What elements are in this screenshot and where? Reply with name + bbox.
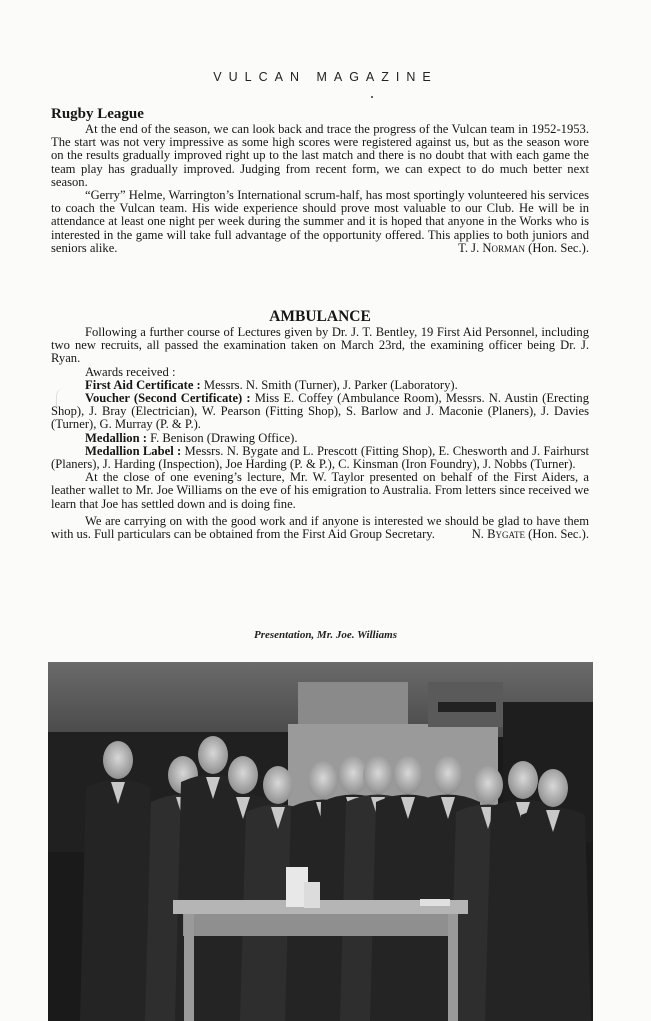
person-head: [393, 756, 423, 794]
rugby-signature-role: (Hon. Sec.).: [528, 241, 589, 256]
table-apron: [183, 914, 458, 936]
ambulance-paragraph-presentation: At the close of one evening’s lecture, Mr. W. Taylor presented on behalf of the First Aiders, a leather wallet to Mr. Joe Williams on the eve of his emigration to Australia. From letters since received we learn that Joe has settled down and is doing fine.: [51, 470, 589, 511]
award-label: Medallion :: [85, 430, 147, 445]
award-recipients: Miss E. Coffey (Ambulance Room), Messrs. N. Austin (Erecting Shop), J. Bray (Electrician), W. Pearson (Fitting Shop), S. Barlow and J. Maconie (Planers), J. Davies (Turner), G. Murray (P. & P.).: [51, 391, 589, 432]
group-photograph: [48, 662, 593, 1021]
person-head: [538, 769, 568, 807]
ambulance-article: [51, 308, 589, 541]
table-leg-left: [184, 914, 194, 1021]
ambulance-signature-name: N. Bygate: [471, 527, 525, 542]
award-label: First Aid Certificate :: [85, 377, 201, 392]
award-label: Voucher (Second Certificate) :: [85, 391, 251, 406]
person-head: [363, 756, 393, 794]
award-label: Medallion Label :: [85, 443, 182, 458]
ambulance-paragraph-closing: We are carrying on with the good work and if anyone is interested we should be glad to have them with us. Full particulars can be obtained from the First Aid Group Secretary.: [51, 513, 589, 542]
running-head: VULCAN MAGAZINE: [213, 70, 438, 84]
rugby-signature: [51, 242, 589, 255]
photo-caption: Presentation, Mr. Joe. Williams: [253, 629, 398, 641]
person-body: [80, 780, 156, 1021]
ink-speck: [371, 96, 373, 98]
person-head: [308, 761, 338, 799]
rugby-league-heading: Rugby League: [51, 106, 144, 122]
person-body: [515, 808, 591, 1021]
person-head: [263, 766, 293, 804]
person-head: [228, 756, 258, 794]
rugby-paragraph-2: “Gerry” Helme, Warrington’s International scrum-half, has most sportingly volunteered his services to coach the Vulcan team. His wide experience should prove most valuable to our Club. He will be in attendance at least one night per week during the summer and it is hoped that anyone in the Works who is interested in the game will take full advantage of the opportunity offered. This applies to both juniors and seniors alike.: [51, 188, 589, 255]
award-voucher: [51, 392, 589, 432]
presentation-box: [304, 882, 320, 908]
person-head: [198, 736, 228, 774]
person-head: [103, 741, 133, 779]
rugby-paragraph-1: At the end of the season, we can look back and trace the progress of the Vulcan team in 1952-1953. The start was not very impressive as some high scores were registered against us, but as the season wore on the results gradually improved right up to the last match and there is no doubt that with each game the team play has gradually improved. Judging from recent form, we can expect to do much better next season.: [51, 122, 589, 189]
person-head: [508, 761, 538, 799]
ambulance-signature-role: (Hon. Sec.).: [528, 527, 589, 542]
ambulance-intro: Following a further course of Lectures given by Dr. J. T. Bentley, 19 First Aid Personnel, including two new recruits, all passed the examination taken on March 23rd, the examining officer being Dr. J. Ryan.: [51, 325, 589, 366]
margin-pencil-mark: [56, 388, 67, 412]
award-medallion-label: [51, 445, 589, 471]
award-recipients: F. Benison (Drawing Office).: [146, 430, 298, 445]
award-recipients: Messrs. N. Smith (Turner), J. Parker (Laboratory).: [200, 377, 458, 392]
awards-heading: Awards received :: [85, 364, 176, 379]
person-head: [473, 766, 503, 804]
ambulance-heading: AMBULANCE: [269, 308, 371, 325]
photo-illustration: [48, 662, 593, 1021]
award-recipients: Messrs. N. Bygate and L. Prescott (Fitting Shop), E. Chesworth and J. Fairhurst (Planers), J. Harding (Inspection), Joe Harding (P. & P.), C. Kinsman (Iron Foundry), J. Nobbs (Turner).: [51, 443, 589, 472]
table-leg-right: [448, 914, 458, 1021]
rugby-signature-name: T. J. Norman: [458, 241, 525, 256]
papers-on-table: [420, 899, 450, 906]
rugby-league-article: [51, 105, 589, 255]
person-head: [433, 756, 463, 794]
